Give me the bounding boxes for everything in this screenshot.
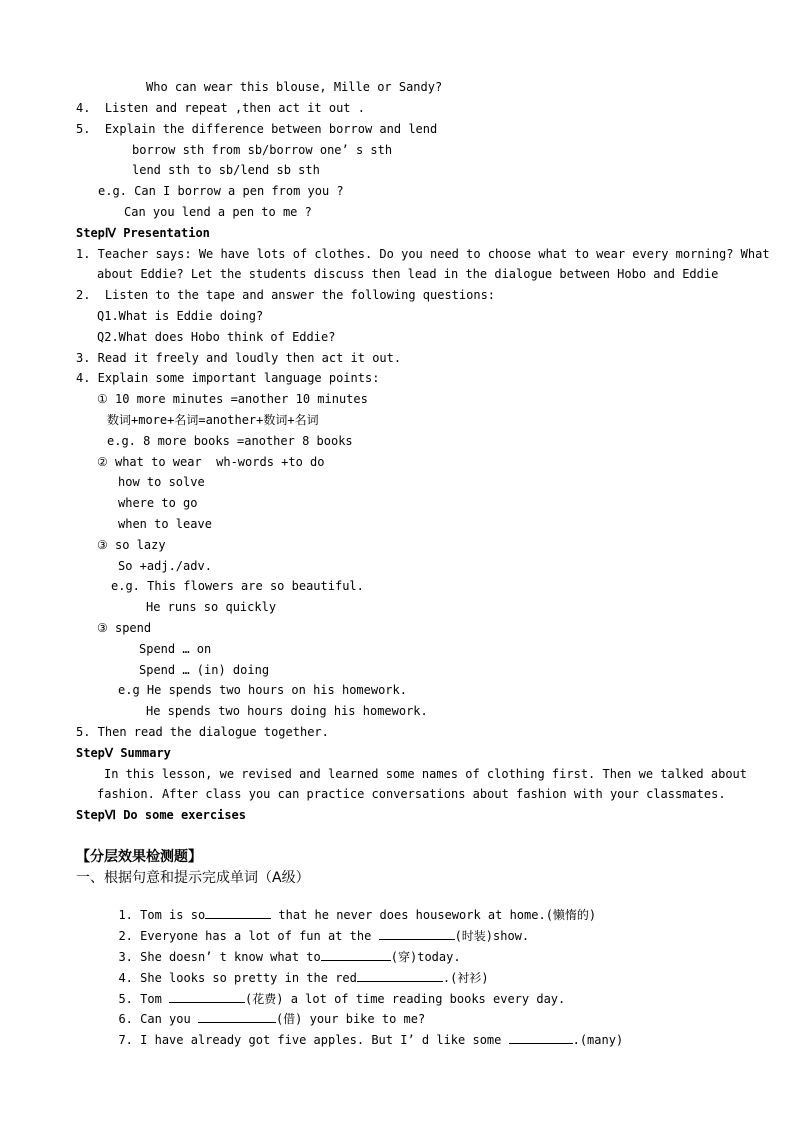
- text-line: 5. Then read the dialogue together.: [76, 725, 329, 739]
- text-line: Q1.What is Eddie doing?: [97, 309, 264, 323]
- item-text: Tom is so: [140, 908, 206, 922]
- item-number: 6.: [118, 1012, 133, 1026]
- text-line: 4. Explain some important language points:: [76, 371, 380, 385]
- text-line: He runs so quickly: [146, 600, 277, 614]
- text-line: Q2.What does Hobo think of Eddie?: [97, 330, 336, 344]
- text-line: about Eddie? Let the students discuss then lead in the dialogue between Hobo and Eddie: [97, 267, 719, 281]
- exercise-section-title: 一、根据句意和提示完成单词（A级）: [76, 870, 310, 886]
- text-line: So +adj./adv.: [118, 559, 212, 573]
- text-line: e.g He spends two hours on his homework.: [118, 683, 407, 697]
- text-line: 1. Teacher says: We have lots of clothes. Do you need to choose what to wear every morning? What: [76, 247, 770, 261]
- exercise-item: [104, 1015, 623, 1048]
- text-line: e.g. 8 more books =another 8 books: [107, 434, 353, 448]
- text-line: ① 10 more minutes =another 10 minutes: [97, 392, 368, 406]
- item-text: .(many): [572, 1033, 624, 1047]
- item-number: 4.: [118, 971, 133, 985]
- item-text: (花费) a lot of time reading books every day.: [245, 992, 566, 1006]
- item-text: .(衬衫): [442, 971, 489, 985]
- text-line: ③ spend: [97, 621, 152, 635]
- item-text: She doesn’ t know what to: [140, 950, 321, 964]
- item-number: 3.: [118, 950, 133, 964]
- step-heading: StepⅣ Presentation: [76, 226, 210, 240]
- step-heading: StepⅥ Do some exercises: [76, 808, 247, 822]
- item-number: 5.: [118, 992, 133, 1006]
- text-line: 2. Listen to the tape and answer the following questions:: [76, 288, 496, 302]
- text-line: fashion. After class you can practice conversations about fashion with your classmates.: [97, 787, 726, 801]
- text-line: ③ so lazy: [97, 538, 166, 552]
- text-line: where to go: [118, 496, 198, 510]
- exercise-heading: 【分层效果检测题】: [76, 849, 202, 865]
- item-text: She looks so pretty in the red: [140, 971, 357, 985]
- text-line: 4. Listen and repeat ,then act it out .: [76, 101, 365, 115]
- text-line: borrow sth from sb/borrow one’ s sth: [132, 143, 393, 157]
- text-line: 3. Read it freely and loudly then act it out.: [76, 351, 402, 365]
- item-text: (借) your bike to me?: [275, 1012, 426, 1026]
- text-line: 5. Explain the difference between borrow and lend: [76, 122, 438, 136]
- item-text: Tom: [140, 992, 170, 1006]
- text-line: 数词+more+名词=another+数词+名词: [107, 413, 319, 427]
- item-text: that he never does housework at home.(懒惰的): [271, 908, 597, 922]
- item-text: (穿)today.: [390, 950, 461, 964]
- text-line: ② what to wear wh-words +to do: [97, 455, 325, 469]
- item-text: Everyone has a lot of fun at the: [140, 929, 379, 943]
- text-line: Who can wear this blouse, Mille or Sandy?: [146, 80, 443, 94]
- item-number: 1.: [118, 908, 133, 922]
- text-line: He spends two hours doing his homework.: [146, 704, 428, 718]
- text-line: Spend … (in) doing: [139, 663, 270, 677]
- item-text: (时装)show.: [454, 929, 530, 943]
- item-text: I have already got five apples. But I’ d like some: [140, 1033, 509, 1047]
- text-line: when to leave: [118, 517, 212, 531]
- step-heading: StepⅤ Summary: [76, 746, 171, 760]
- item-number: 7.: [118, 1033, 133, 1047]
- text-line: Can you lend a pen to me ?: [124, 205, 312, 219]
- item-text: Can you: [140, 1012, 198, 1026]
- answer-blank[interactable]: [509, 1031, 573, 1044]
- text-line: e.g. This flowers are so beautiful.: [111, 579, 364, 593]
- text-line: lend sth to sb/lend sb sth: [132, 163, 320, 177]
- text-line: In this lesson, we revised and learned some names of clothing first. Then we talked about: [104, 767, 747, 781]
- text-line: e.g. Can I borrow a pen from you ?: [98, 184, 344, 198]
- text-line: Spend … on: [139, 642, 212, 656]
- text-line: how to solve: [118, 475, 205, 489]
- item-number: 2.: [118, 929, 133, 943]
